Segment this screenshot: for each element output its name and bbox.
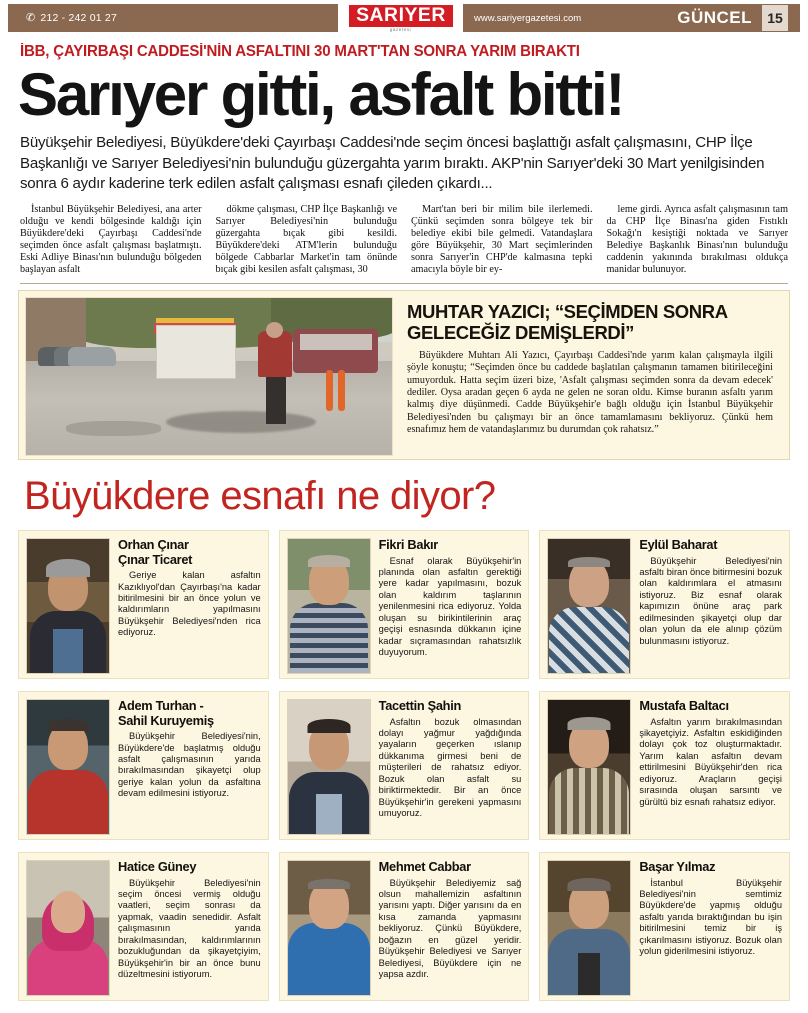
portrait-photo xyxy=(287,538,371,674)
interviewee-quote: Büyükşehir Belediyesi'nin, Büyükdere'de başlatmış olduğu asfalt çalışmasının yarıda bırakılmasından şikayetçi olup geriye kalan yolun da asfaltına devam edilmesini istiyoruz. xyxy=(118,731,261,799)
feature-quote-box xyxy=(18,290,790,460)
interview-text xyxy=(371,699,522,832)
feature-photo xyxy=(25,297,393,456)
interviewee-quote: Asfaltın bozuk olmasından dolayı yağmur yağdığında yayaların geçerken ıslanıp dükkanıma girmesi beni de müşterileri de rahatsız ediyor. Bozuk olan asfalt su biriktirmektedir. Bir an önce Büyükşehir'in gerekeni yapmasını umuyoruz. xyxy=(378,716,522,818)
portrait-photo xyxy=(547,538,631,674)
lead-paragraph: Mart'tan beri bir milim bile ilerlemedi. Çünkü seçimden sonra bölgeye tek bir belediye ekibi bile gelmedi. Vatandaşlara göre Büyükşehir, 30 Mart seçimlerinden sonra Sarıyer'in CHP'de kalmasına tepki amacıyla böyle bir ey- xyxy=(411,203,593,275)
feature-body xyxy=(407,350,773,436)
interview-card xyxy=(279,530,530,679)
interviewee-name: Mustafa Baltacı xyxy=(639,698,729,714)
interview-text xyxy=(110,860,261,993)
portrait-photo xyxy=(26,538,110,674)
section-divider xyxy=(20,283,788,284)
interviewee-name: Eylül Baharat xyxy=(639,537,718,553)
interview-card xyxy=(279,691,530,840)
interview-text xyxy=(631,699,782,832)
interviewee-quote: İstanbul Büyükşehir Belediyesi'nin semtimiz Büyükdere'de yapmış olduğu asfaltı yarıda bıraktığından bu işin bitirilmesini temiz bir iş çıkarılmasını istiyoruz. Bozuk olan yolun giderilmesini istiyoruz. xyxy=(639,877,782,957)
interview-text xyxy=(631,538,782,671)
lead-column xyxy=(411,204,593,277)
interview-text xyxy=(631,860,782,993)
interview-card xyxy=(539,852,790,1001)
lead-columns xyxy=(20,204,788,277)
portrait-photo xyxy=(287,860,371,996)
phone-info xyxy=(8,12,117,24)
interviewee-quote: Büyükşehir Belediyesi'nin seçim öncesi vermiş olduğu vaatleri, seçim sonrası da yapmak, vaadin senedidir. Asfalt çalışmasının yarıda bırakılmasından, kaldırımlarının bozukluğundan da şikayetçiyim, Büyükşehir'in bir an önce bunu düzeltmesini istiyorum. xyxy=(118,877,261,979)
portrait-photo xyxy=(26,699,110,835)
phone-icon: ✆ xyxy=(26,11,36,24)
portrait-photo xyxy=(547,860,631,996)
interview-grid xyxy=(18,530,790,1001)
newspaper-page xyxy=(0,4,808,1013)
lead-paragraph: dökme çalışması, CHP İlçe Başkanlığı ve Sarıyer Belediyesi'nin bulunduğu güzergahta bıçak gibi kesildi. Büyükdere'deki ATM'lerin bulunduğu bölgede Cabbarlar Market'in tam önünde bıçak gibi kesilen asfalt çalışması, 30 xyxy=(215,203,397,275)
lead-column xyxy=(216,204,398,277)
feature-paragraph: Büyükdere Muhtarı Ali Yazıcı, Çayırbaşı Caddesi'nde yarım kalan çalışmayla ilgili şöyle konuştu; “Seçimden önce bu caddede başlatılan çalışmanın tamamen bitirileceğini umuyorduk. Hatta seçim üzeri bize, 'Asfalt çalışması seçimden sonra da devam edecek' dediler. Oysa aradan geçen 6 ayda ne gelen ne soran oldu. Kimse buranın asfaltı yarım kalmış diye düşünmedi. Cadde Büyükşehir'e bağlı olduğu için İstanbul Büyükşehir Belediyesi'nden bu çalışmayı bir an önce tamamlamasını bekliyoruz. Çünkü hem esnafımız hem de vatandaşlarımız bu durumdan çok rahatsız.” xyxy=(407,350,773,435)
interviewee-name: Hatice Güney xyxy=(118,859,197,875)
interviewee-name: Fikri Bakır xyxy=(378,537,438,553)
interview-card xyxy=(18,691,269,840)
interviewee-name: Tacettin Şahin xyxy=(378,698,461,714)
feature-text xyxy=(393,297,783,453)
interview-card xyxy=(18,852,269,1001)
interview-text xyxy=(110,699,261,832)
masthead-bar xyxy=(8,4,800,32)
feature-title: MUHTAR YAZICI; “SEÇİMDEN SONRA GELECEĞİZ DEMİŞLERDİ” xyxy=(407,301,727,344)
lead-column xyxy=(20,204,202,277)
portrait-photo xyxy=(26,860,110,996)
portrait-photo xyxy=(287,699,371,835)
portrait-photo xyxy=(547,699,631,835)
lead-paragraph: leme girdi. Ayrıca asfalt çalışmasının tam da CHP İlçe Binası'na giden Fıstıklı Sokağı'n kesiştiği noktada ve Sarıyer Belediye Başkanlık Binası'nın bulunduğu caddenin yakınında bırakılması oldukça manidar bulunuyor. xyxy=(606,203,788,275)
section-heading: Büyükdere esnafı ne diyor? xyxy=(24,474,496,519)
interview-text xyxy=(371,860,522,993)
interviewee-name: Başar Yılmaz xyxy=(639,859,716,875)
article-headline: Sarıyer gitti, asfalt bitti! xyxy=(18,61,624,128)
interview-card xyxy=(279,852,530,1001)
lead-column xyxy=(607,204,789,277)
page-number-badge: 15 xyxy=(762,5,788,31)
interviewee-quote: Geriye kalan asfaltın Kazıklıyol'dan Çayırbaşı'na kadar bitirilmesini bir an önce yolun ve kaldırımların yapılmasını Büyükşehir Belediyesi'nden rica ediyoruz. xyxy=(118,570,261,638)
website-url[interactable]: www.sariyergazetesi.com xyxy=(474,13,582,24)
interviewee-name: Mehmet Cabbar xyxy=(378,859,471,875)
logo-subtitle: gazetesi xyxy=(389,26,412,32)
lead-paragraph: İstanbul Büyükşehir Belediyesi, ana arter olduğu ve kendi bölgesinde kaldığı için Büyükdere'deki Çayırbaşı Caddesi'nde seçimden önce asfalt çalışması başlatmıştı. Eski Adliye Binası'nın bulunduğu bölgeden başlayan asfalt xyxy=(20,203,202,275)
interviewee-name: Orhan Çınar Çınar Ticaret xyxy=(118,537,193,567)
phone-number: 212 - 242 01 27 xyxy=(40,12,117,24)
article-kicker: İBB, ÇAYIRBAŞI CADDESİ'NİN ASFALTINI 30 MART'TAN SONRA YARIM BIRAKTI xyxy=(20,43,580,60)
newspaper-logo[interactable] xyxy=(338,2,463,34)
interview-text xyxy=(110,538,261,671)
interview-card xyxy=(18,530,269,679)
interviewee-quote: Büyükşehir Belediyemiz sağ olsun mahallemizin asfaltının yarısını yaptı. Diğer yarısını da en kısa zamanda yapmasını bekliyoruz. Çünkü Büyükdere, boğazın en güzel yeridir. Büyükşehir Belediyesi ve Sarıyer Belediyesi, Büyükdere için ne yapsa azdır. xyxy=(378,877,522,979)
interview-card xyxy=(539,530,790,679)
interview-text xyxy=(371,538,522,671)
section-label: GÜNCEL xyxy=(677,8,752,27)
interviewee-name: Adem Turhan - Sahil Kuruyemiş xyxy=(118,698,214,728)
interviewee-quote: Büyükşehir Belediyesi'nin asfaltı biran önce bitirmesini bozuk olan kaldırımlara el atmasını istiyoruz. Biz esnaf olarak kapımızın önüne araç park edilmesinden şikayetçi olup dar olan yolun da ele alınıp çözüm bulunmasını istiyoruz. xyxy=(639,555,782,646)
interviewee-quote: Asfaltın yarım bırakılmasından şikayetçiyiz. Asfaltın eskidiğinden dolayı çok toz oluşturmaktadır. Yarım kalan asfaltın devam ettirilmesini Büyükşehir'den rica ediyoruz. Araçların geçişi sırasında oluşan sarsıntı ve gürültü biz esnafı rahatsız ediyor. xyxy=(639,716,782,807)
article-standfirst: Büyükşehir Belediyesi, Büyükdere'deki Çayırbaşı Caddesi'nde seçim öncesi başlattığı asfalt çalışmasını, CHP İlçe Başkanlığı ve Sarıyer Belediyesi'nin bulunduğu güzergahta yarım bıraktı. AKP'nin Sarıyer'deki 30 Mart yenilgisinden sonra 6 aydır kaderine terk edilen asfalt çalışması esnafı çileden çıkardı... xyxy=(20,134,765,192)
interviewee-quote: Esnaf olarak Büyükşehir'in planında olan asfaltın gerektiği yere kadar yapılmasını, bozuk olan kaldırım taşlarının yenilenmesini rica ediyoruz. Yolda oluşan su birikintilerinin araç geçişi esnasında dükkanın içine kadar sıçramasından rahatsızlık duyuyorum. xyxy=(378,555,522,657)
interview-card xyxy=(539,691,790,840)
logo-wordmark: SARIYER xyxy=(348,5,452,27)
